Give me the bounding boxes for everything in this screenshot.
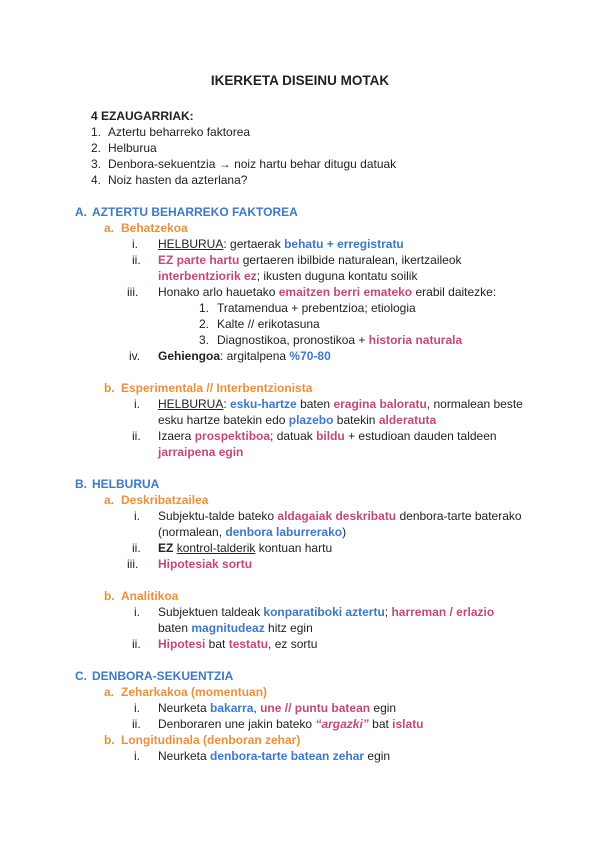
list-item-continuation: esku hartze batekin edo plazebo batekin alderatuta — [158, 413, 437, 427]
list-item: i. HELBURUA: gertaerak behatu + erregistratu — [132, 237, 404, 251]
list-item: i. Neurketa bakarra, une // puntu batean egin — [134, 701, 397, 715]
section-c-a-heading: a. Zeharkakoa (momentuan) — [104, 685, 268, 699]
section-a-heading: A. AZTERTU BEHARREKO FAKTOREA — [75, 205, 298, 219]
section-b-heading: B. HELBURUA — [75, 477, 160, 491]
section-c-heading: C. DENBORA-SEKUENTZIA — [75, 669, 234, 683]
list-item-continuation: jarraipena egin — [158, 445, 244, 459]
list-item: ii. Denboraren une jakin bateko “argazki” bat islatu — [132, 717, 424, 731]
list-item: ii. EZ parte hartu gertaeren ibilbide naturalean, ikertzaileok — [132, 253, 462, 267]
sub-list-item: 2. Kalte // erikotasuna — [199, 317, 320, 331]
list-item: ii. Izaera prospektiboa; datuak bildu + estudioan dauden taldeen — [132, 429, 497, 443]
list-item: i. Subjektu-talde bateko aldagaiak deskribatu denbora-tarte baterako — [134, 509, 522, 523]
section-a-b-heading: b. Esperimentala // Interbentzionista — [104, 381, 313, 395]
list-item: i. Neurketa denbora-tarte batean zehar egin — [134, 749, 391, 763]
section-b-b-heading: b. Analitikoa — [104, 589, 179, 603]
list-item: ii. Hipotesi bat testatu, ez sortu — [132, 637, 318, 651]
section-b-a-heading: a. Deskribatzailea — [104, 493, 209, 507]
list-item: 4. Noiz hasten da azterlana? — [91, 173, 248, 187]
list-item-continuation: interbentziorik ez; ikusten duguna kontatu soilik — [158, 269, 418, 283]
ezaugarriak-heading: 4 EZAUGARRIAK: — [91, 109, 194, 123]
list-item: 3. Denbora-sekuentzia → noiz hartu behar ditugu datuak — [91, 157, 397, 171]
list-item: ii. EZ kontrol-talderik kontuan hartu — [132, 541, 333, 555]
sub-list-item: 1. Tratamendua + prebentzioa; etiologia — [199, 301, 416, 315]
list-item: i. HELBURUA: esku-hartze baten eragina baloratu, normalean beste — [134, 397, 523, 411]
list-item: iii. Honako arlo hauetako emaitzen berri emateko erabil daitezke: — [127, 285, 497, 299]
list-item: 2. Helburua — [91, 141, 157, 155]
list-item: 1. Aztertu beharreko faktorea — [91, 125, 251, 139]
section-c-b-heading: b. Longitudinala (denboran zehar) — [104, 733, 301, 747]
list-item: iii. Hipotesiak sortu — [127, 557, 253, 571]
list-item: iv. Gehiengoa: argitalpena %70-80 — [129, 349, 331, 363]
page-title: IKERKETA DISEINU MOTAK — [210, 73, 390, 88]
section-a-a-heading: a. Behatzekoa — [104, 221, 188, 235]
sub-list-item: 3. Diagnostikoa, pronostikoa + historia naturala — [199, 333, 463, 347]
list-item-continuation: (normalean, denbora laburrerako) — [158, 525, 347, 539]
list-item: i. Subjektuen taldeak konparatiboki aztertu; harreman / erlazio — [134, 605, 495, 619]
list-item-continuation: baten magnitudeaz hitz egin — [158, 621, 313, 635]
